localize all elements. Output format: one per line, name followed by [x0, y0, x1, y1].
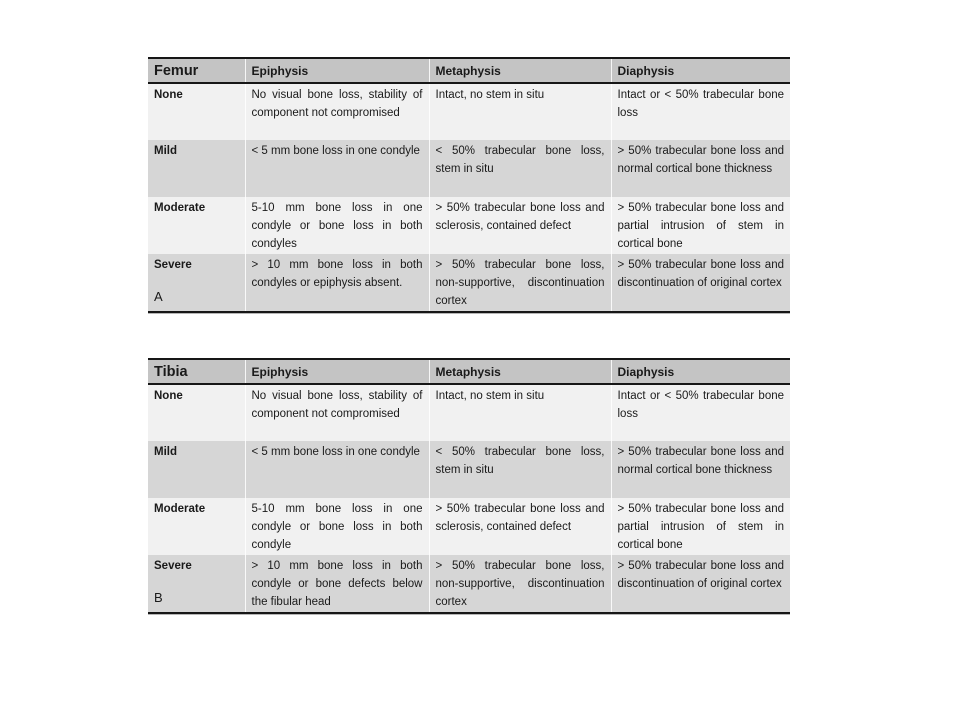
epiphysis-cell: > 10 mm bone loss in both condyles or epiphysis absent.	[245, 254, 429, 312]
grade-label: Mild	[148, 140, 245, 197]
metaphysis-cell: > 50% trabecular bone loss and sclerosis, contained defect	[429, 197, 611, 254]
femur-classification-table	[148, 57, 790, 313]
grade-label	[148, 555, 245, 613]
epiphysis-cell: No visual bone loss, stability of component not compromised	[245, 384, 429, 441]
femur-table-title: Femur	[148, 58, 245, 83]
epiphysis-cell: < 5 mm bone loss in one condyle	[245, 140, 429, 197]
column-header-epiphysis: Epiphysis	[245, 58, 429, 83]
metaphysis-cell: Intact, no stem in situ	[429, 384, 611, 441]
panel-marker-b: B	[154, 590, 163, 605]
table-row-moderate	[148, 498, 790, 555]
table-row-mild	[148, 441, 790, 498]
table-row-none	[148, 384, 790, 441]
column-header-metaphysis: Metaphysis	[429, 359, 611, 384]
grade-label: None	[148, 83, 245, 140]
diaphysis-cell: > 50% trabecular bone loss and discontinuation of original cortex	[611, 254, 790, 312]
grade-label: Moderate	[148, 197, 245, 254]
column-header-diaphysis: Diaphysis	[611, 58, 790, 83]
metaphysis-cell: < 50% trabecular bone loss, stem in situ	[429, 441, 611, 498]
femur-header-row	[148, 58, 790, 83]
epiphysis-cell: No visual bone loss, stability of component not compromised	[245, 83, 429, 140]
grade-label: Moderate	[148, 498, 245, 555]
metaphysis-cell: > 50% trabecular bone loss, non-supportive, discontinuation cortex	[429, 254, 611, 312]
diaphysis-cell: > 50% trabecular bone loss and discontinuation of original cortex	[611, 555, 790, 613]
table-row-mild	[148, 140, 790, 197]
grade-label: None	[148, 384, 245, 441]
table-row-severe	[148, 555, 790, 613]
epiphysis-cell: 5-10 mm bone loss in one condyle or bone loss in both condyles	[245, 197, 429, 254]
diaphysis-cell: Intact or < 50% trabecular bone loss	[611, 384, 790, 441]
table-row-none	[148, 83, 790, 140]
diaphysis-cell: Intact or < 50% trabecular bone loss	[611, 83, 790, 140]
diaphysis-cell: > 50% trabecular bone loss and partial intrusion of stem in cortical bone	[611, 498, 790, 555]
grade-label: Mild	[148, 441, 245, 498]
metaphysis-cell: > 50% trabecular bone loss and sclerosis, contained defect	[429, 498, 611, 555]
diaphysis-cell: > 50% trabecular bone loss and partial intrusion of stem in cortical bone	[611, 197, 790, 254]
epiphysis-cell: 5-10 mm bone loss in one condyle or bone loss in both condyle	[245, 498, 429, 555]
grade-label	[148, 254, 245, 312]
tibia-header-row	[148, 359, 790, 384]
grade-label-text: Severe	[154, 560, 192, 572]
table-row-moderate	[148, 197, 790, 254]
epiphysis-cell: < 5 mm bone loss in one condyle	[245, 441, 429, 498]
tibia-table-title: Tibia	[148, 359, 245, 384]
tibia-classification-table	[148, 358, 790, 614]
column-header-metaphysis: Metaphysis	[429, 58, 611, 83]
diaphysis-cell: > 50% trabecular bone loss and normal cortical bone thickness	[611, 441, 790, 498]
metaphysis-cell: < 50% trabecular bone loss, stem in situ	[429, 140, 611, 197]
metaphysis-cell: > 50% trabecular bone loss, non-supportive, discontinuation cortex	[429, 555, 611, 613]
epiphysis-cell: > 10 mm bone loss in both condyle or bone defects below the fibular head	[245, 555, 429, 613]
grade-label-text: Severe	[154, 259, 192, 271]
metaphysis-cell: Intact, no stem in situ	[429, 83, 611, 140]
column-header-epiphysis: Epiphysis	[245, 359, 429, 384]
table-row-severe	[148, 254, 790, 312]
panel-marker-a: A	[154, 289, 163, 304]
column-header-diaphysis: Diaphysis	[611, 359, 790, 384]
diaphysis-cell: > 50% trabecular bone loss and normal cortical bone thickness	[611, 140, 790, 197]
